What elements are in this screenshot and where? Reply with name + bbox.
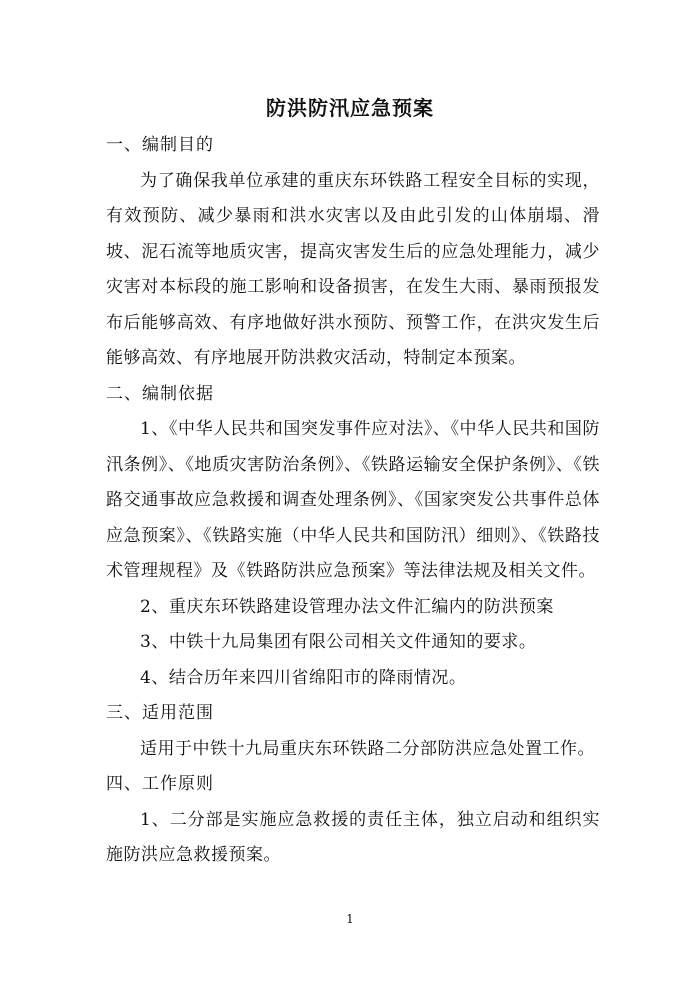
page-number: 1 — [346, 912, 354, 926]
body-paragraph: 1、二分部是实施应急救援的责任主体，独立启动和组织实施防洪应急救援预案。 — [106, 809, 600, 865]
section-heading: 二、编制依据 — [106, 383, 214, 404]
body-paragraph: 为了确保我单位承建的重庆东环铁路工程安全目标的实现，有效预防、减少暴雨和洪水灾害以及由此引发的山体崩塌、滑坡、泥石流等地质灾害，提高灾害发生后的应急处理能力，减少灾害对本标段的施工影响和设备损害，在发生大雨、暴雨预报发布后能够高效、有序地做好洪水预防、预警工作，在洪灾发生后能够高效、有序地展开防洪救灾活动，特制定本预案。 — [106, 170, 600, 368]
body-paragraph: 1、《中华人民共和国突发事件应对法》、《中华人民共和国防汛条例》、《地质灾害防治条例》、《铁路运输安全保护条例》、《铁路交通事故应急救援和调查处理条例》、《国家突发公共事件总体应急预案》、《铁路实施（中华人民共和国防汛）细则》、《铁路技术管理规程》及《铁路防洪应急预案》等法律法规及相关文件。 — [106, 419, 600, 581]
section-heading: 一、编制目的 — [106, 135, 214, 155]
body-paragraph: 4、结合历年来四川省绵阳市的降雨情况。 — [140, 667, 467, 688]
body-paragraph: 2、重庆东环铁路建设管理办法文件汇编内的防洪预案 — [140, 596, 554, 617]
body-paragraph: 3、中铁十九局集团有限公司相关文件通知的要求。 — [140, 632, 537, 652]
section-heading: 四、工作原则 — [106, 774, 214, 794]
document-title: 防洪防汛应急预案 — [266, 96, 434, 120]
body-paragraph: 适用于中铁十九局重庆东环铁路二分部防洪应急处置工作。 — [140, 738, 595, 759]
document-body — [106, 128, 600, 874]
section-heading: 三、适用范围 — [106, 703, 214, 723]
